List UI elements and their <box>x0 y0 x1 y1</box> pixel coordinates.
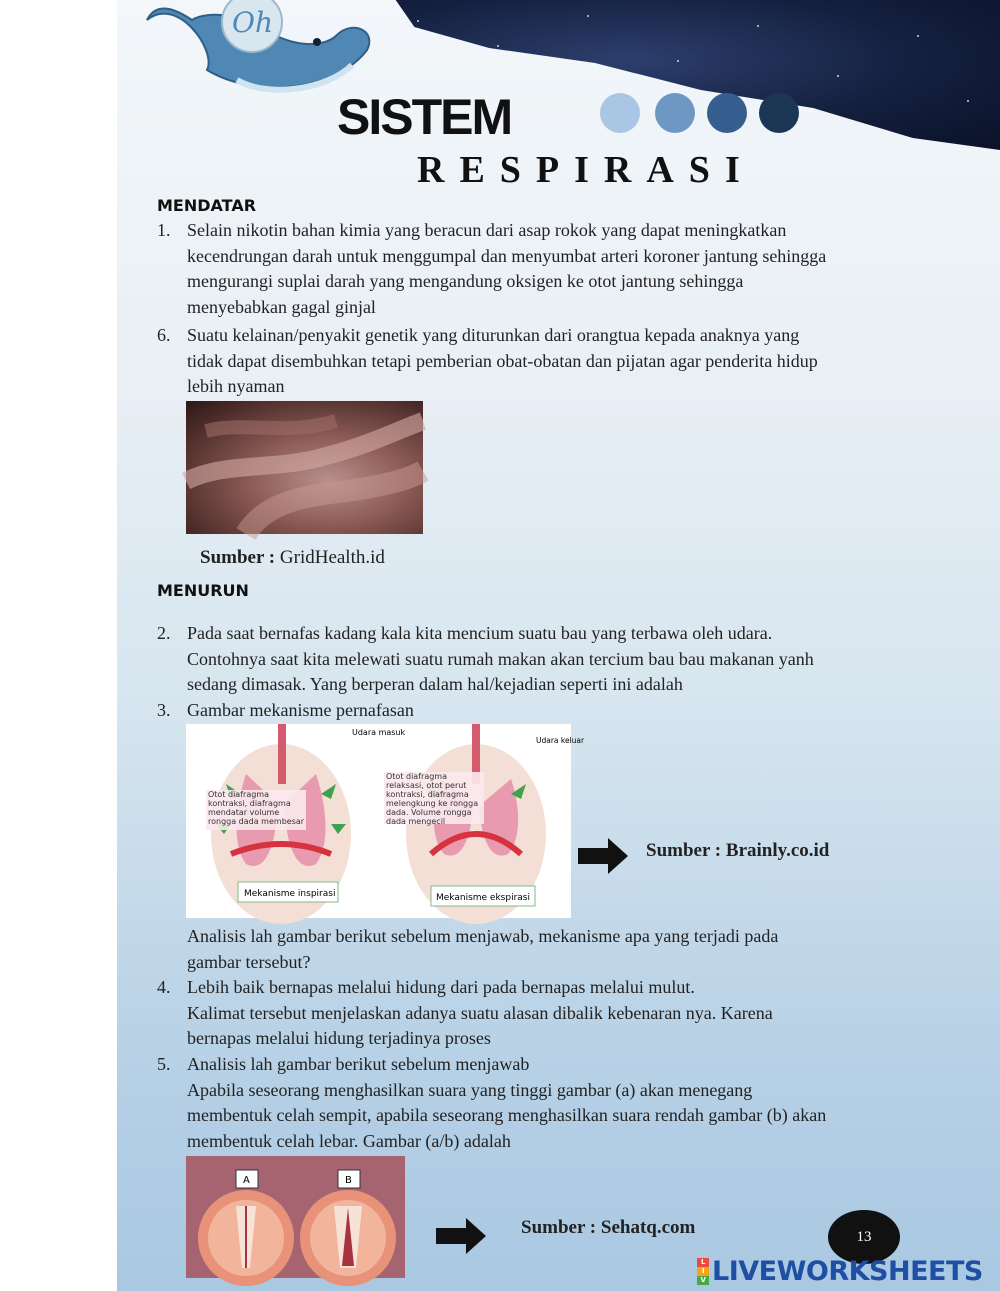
vocal-cords-image <box>186 1156 405 1278</box>
item-number: 2. <box>157 623 171 643</box>
decor-dot-2 <box>655 93 695 133</box>
text-line: Kalimat tersebut menjelaskan adanya suatu alasan dibalik kebenaran nya. Karena <box>187 1002 773 1023</box>
text-line: Lebih baik bernapas melalui hidung dari pada bernapas melalui mulut. <box>187 977 695 997</box>
diagram-ekspirasi-label: Mekanisme ekspirasi <box>436 893 530 903</box>
diagram-inspirasi-label: Mekanisme inspirasi <box>244 889 336 899</box>
source-citation <box>521 1217 695 1239</box>
text-line: gambar tersebut? <box>187 951 311 972</box>
source-value: Brainly.co.id <box>725 840 830 861</box>
item-number: 3. <box>157 700 171 720</box>
source-value: GridHealth.id <box>279 547 385 568</box>
text-line: Contohnya saat kita melewati suatu rumah makan akan tercium bau bau makanan yanh <box>187 648 814 669</box>
text-line: Suatu kelainan/penyakit genetik yang diturunkan dari orangtua kepada anaknya yang <box>187 325 800 345</box>
question-text <box>187 924 888 975</box>
decor-dot-4 <box>759 93 799 133</box>
item-number: 1. <box>157 220 171 240</box>
text-line: menyebabkan gagal ginjal <box>187 296 376 317</box>
section-heading-menurun: MENURUN <box>157 581 249 600</box>
text-line: mengurangi suplai darah yang mengandung oksigen ke otot jantung sehingga <box>187 271 744 292</box>
text-line: Apabila seseorang menghasilkan suara yang tinggi gambar (a) akan menegang <box>187 1079 753 1100</box>
page-subtitle: RESPIRASI <box>417 149 755 191</box>
question-text <box>187 1052 888 1154</box>
question-text <box>187 621 888 698</box>
question-text <box>187 218 888 320</box>
vocal-label-b: B <box>345 1175 352 1186</box>
item-number: 6. <box>157 325 171 345</box>
liveworksheets-logo[interactable] <box>697 1256 983 1287</box>
item-number: 4. <box>157 977 171 997</box>
source-label: Sumber : <box>200 547 276 568</box>
vocal-label-a: A <box>243 1175 250 1186</box>
text-line: sedang dimasak. Yang berperan dalam hal/kejadian seperti ini adalah <box>187 674 683 695</box>
page-title: SISTEM <box>337 89 512 145</box>
text-line: kecendrungan darah untuk menggumpal dan menyumbat arteri koroner jantung sehingga <box>187 245 827 266</box>
text-line: Selain nikotin bahan kimia yang beracun dari asap rokok yang dapat meningkatkan <box>187 220 787 240</box>
skin-condition-photo <box>186 401 423 534</box>
source-label: Sumber : <box>521 1217 597 1238</box>
brand-name: LIVEWORKSHEETS <box>712 1256 983 1287</box>
source-citation <box>646 840 829 862</box>
breathing-mechanism-diagram <box>186 724 585 918</box>
text-line: Gambar mekanisme pernafasan <box>187 700 414 720</box>
text-line: Analisis lah gambar berikut sebelum menjawab <box>187 1054 530 1074</box>
diagram-caption-right: Otot diafragma relaksasi, otot perut kontraksi, diafragma melengkung ke rongga dada. Volume rongga dada mengecil <box>386 772 479 826</box>
diagram-label-in: Udara masuk <box>352 728 406 737</box>
section-heading-mendatar: MENDATAR <box>157 196 257 215</box>
text-line: Pada saat bernafas kadang kala kita mencium suatu bau yang terbawa oleh udara. <box>187 623 773 643</box>
item-number: 5. <box>157 1054 171 1074</box>
logo-text: Oh <box>232 6 273 39</box>
source-citation <box>200 547 385 569</box>
diagram-caption-left: Otot diafragma kontraksi, diafragma mendatar volume rongga dada membesar <box>208 790 305 826</box>
arrow-right-icon <box>436 1218 486 1254</box>
page-number-badge: 13 <box>828 1210 900 1264</box>
text-line: lebih nyaman <box>187 376 285 397</box>
live-logo-icon: L I V <box>697 1258 709 1285</box>
source-value: Sehatq.com <box>600 1217 696 1238</box>
text-line: membentuk celah sempit, apabila seseorang menghasilkan suara rendah gambar (b) akan <box>187 1105 827 1126</box>
source-label: Sumber : <box>646 840 722 861</box>
decor-dot-3 <box>707 93 747 133</box>
arrow-right-icon <box>578 838 628 874</box>
question-text <box>187 323 888 400</box>
diagram-label-out: Udara keluar <box>536 736 585 745</box>
text-line: Analisis lah gambar berikut sebelum menjawab, mekanisme apa yang terjadi pada <box>187 926 779 946</box>
decor-dot-1 <box>600 93 640 133</box>
text-line: tidak dapat disembuhkan tetapi pemberian obat-obatan dan pijatan agar penderita hidup <box>187 350 818 371</box>
text-line: membentuk celah lebar. Gambar (a/b) adalah <box>187 1130 511 1151</box>
question-text <box>187 698 888 724</box>
text-line: bernapas melalui hidung terjadinya proses <box>187 1028 491 1049</box>
question-text <box>187 975 888 1052</box>
